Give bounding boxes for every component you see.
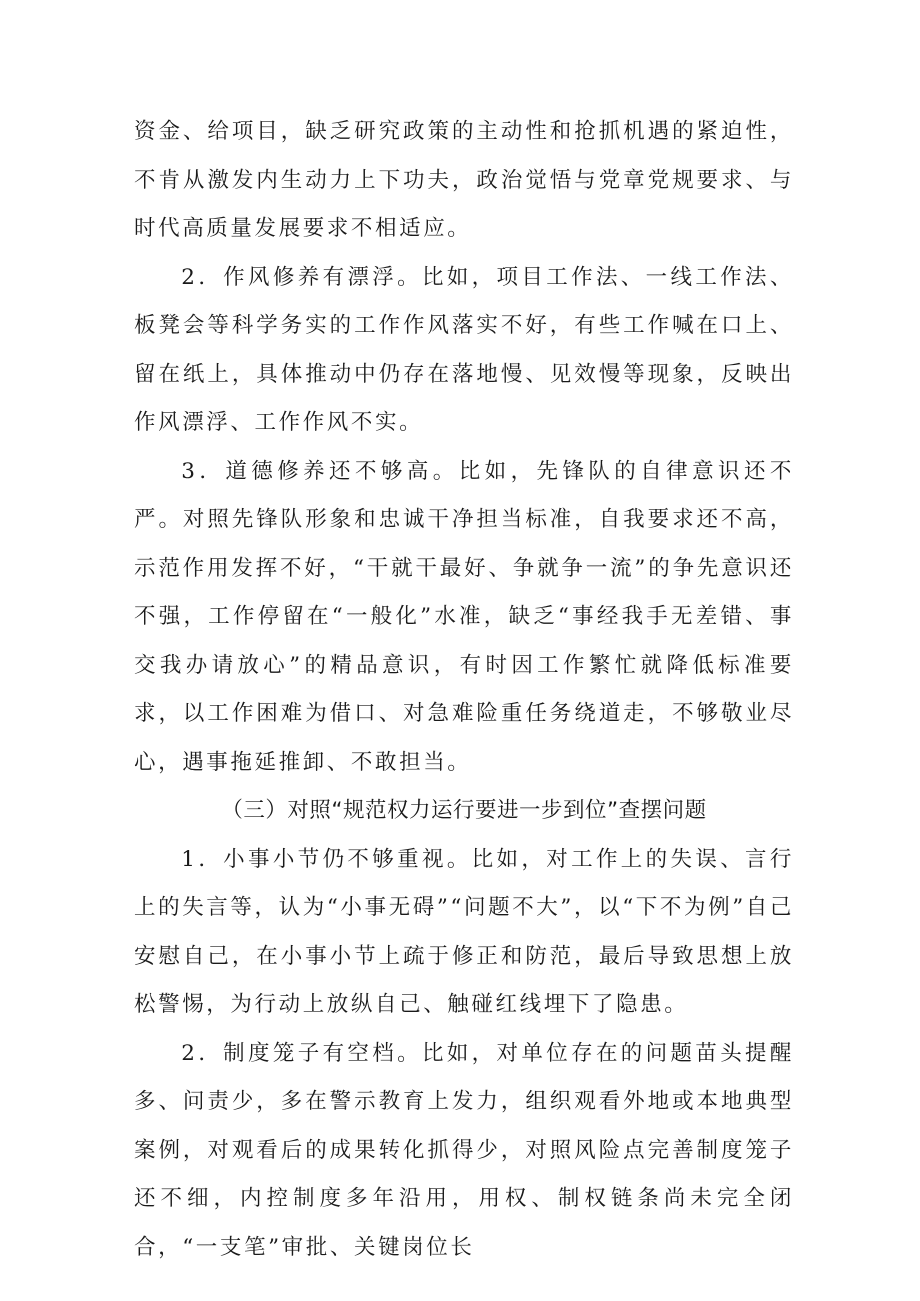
paragraph-item-small-matters: 1．小事小节仍不够重视。比如，对工作上的失误、言行上的失言等，认为“小事无碍”“问题不大”，以“下不为例”自己安慰自己，在小事小节上疏于修正和防范，最后导致思想上放松警惕，为行动上放纵自己、触碰红线埋下了隐患。: [134, 846, 794, 1017]
paragraph-item-moral-cultivation: 3．道德修养还不够高。比如，先锋队的自律意识还不严。对照先锋队形象和忠诚干净担当标准，自我要求还不高，示范作用发挥不好，“干就干最好、争就争一流”的争先意识还不强，工作停留在“一般化”水准，缺乏“事经我手无差错、事交我办请放心”的精品意识，有时因工作繁忙就降低标准要求，以工作困难为借口、对急难险重任务绕道走，不够敬业尽心，遇事拖延推卸、不敢担当。: [134, 458, 794, 775]
paragraph-continuation: 资金、给项目，缺乏研究政策的主动性和抢抓机遇的紧迫性，不肯从激发内生动力上下功夫，政治觉悟与党章党规要求、与时代高质量发展要求不相适应。: [134, 119, 794, 241]
paragraph-item-system-gaps: 2．制度笼子有空档。比如，对单位存在的问题苗头提醒多、问责少，多在警示教育上发力，组织观看外地或本地典型案例，对观看后的成果转化抓得少，对照风险点完善制度笼子还不细，内控制度多年沿用，用权、制权链条尚未完全闭合，“一支笔”审批、关键岗位长: [134, 1040, 794, 1260]
section-heading-power-operation: （三）对照“规范权力运行要进一步到位”查摆问题: [221, 798, 707, 823]
document-body: [134, 108, 794, 1272]
paragraph-item-style-float: 2．作风修养有漂浮。比如，项目工作法、一线工作法、板凳会等科学务实的工作作风落实不好，有些工作喊在口上、留在纸上，具体推动中仍存在落地慢、见效慢等现象，反映出作风漂浮、工作作风不实。: [134, 264, 794, 435]
